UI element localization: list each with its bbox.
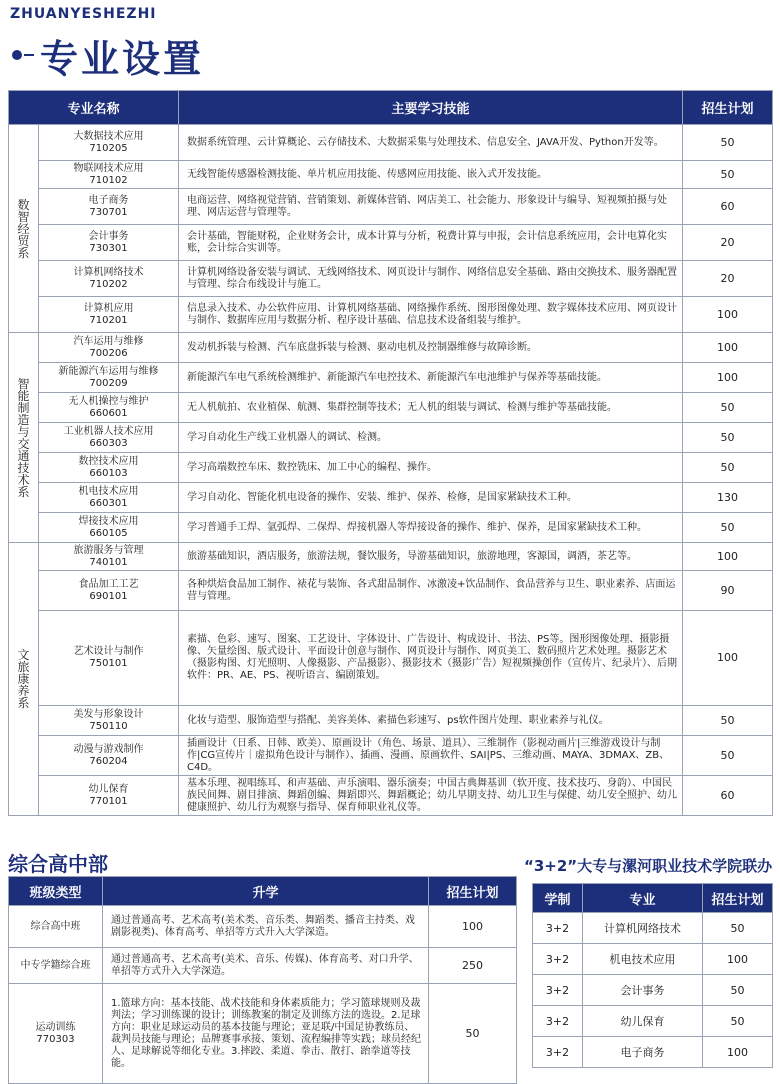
joint-major: 幼儿保育 — [583, 1006, 703, 1037]
advancement-desc: 通过普通高考、艺术高考(美术、音乐、传媒)、体育高考、对口升学、单招等方式升入大学深造。 — [103, 948, 429, 984]
major-skills: 化妆与造型、服饰造型与搭配、美容美体、素描色彩速写、ps软件图片处理、职业素养与礼仪。 — [179, 706, 683, 736]
joint-program-header — [533, 884, 773, 913]
major-code: 690101 — [89, 590, 128, 602]
major-plan: 100 — [683, 363, 773, 393]
joint-system: 3+2 — [533, 975, 583, 1006]
major-skills: 学习自动化生产线工业机器人的调试、检测。 — [179, 423, 683, 453]
major-cell — [39, 706, 179, 736]
major-cell — [39, 333, 179, 363]
table-row — [533, 975, 773, 1006]
table-row — [9, 513, 773, 543]
table-row — [9, 948, 517, 984]
major-skills: 学习高端数控车床、数控铣床、加工中心的编程、操作。 — [179, 453, 683, 483]
table-row — [9, 483, 773, 513]
major-cell — [39, 543, 179, 571]
major-skills: 学习普通手工焊、氩弧焊、二保焊、焊接机器人等焊接设备的操作、维护、保养，是国家紧缺技术工种。 — [179, 513, 683, 543]
major-plan: 20 — [683, 225, 773, 261]
major-code: 760204 — [89, 755, 128, 767]
major-plan: 100 — [683, 543, 773, 571]
header-class-type: 班级类型 — [9, 877, 103, 906]
table-row — [9, 333, 773, 363]
major-name: 新能源汽车运用与维修 — [58, 365, 159, 377]
table-row — [9, 423, 773, 453]
joint-program-title: “3+2”大专与漯河职业技术学院联办 — [524, 857, 773, 875]
major-name: 食品加工工艺 — [78, 578, 139, 590]
class-plan: 100 — [429, 906, 517, 948]
table-row — [9, 906, 517, 948]
major-skills: 无人机航拍、农业植保、航测、集群控制等技术；无人机的组装与调试、检测与维护等基础技能。 — [179, 393, 683, 423]
joint-plan: 50 — [703, 1006, 773, 1037]
major-code: 710201 — [89, 314, 128, 326]
major-code: 710205 — [89, 142, 128, 154]
header-major: 专业名称 — [9, 91, 179, 125]
header-joint-plan: 招生计划 — [703, 884, 773, 913]
major-name: 无人机操控与维护 — [68, 395, 149, 407]
department-name — [9, 333, 39, 543]
major-code: 730301 — [89, 242, 128, 254]
class-type-cell — [9, 984, 103, 1084]
major-cell — [39, 189, 179, 225]
department-name — [9, 125, 39, 333]
header-system: 学制 — [533, 884, 583, 913]
major-name: 数控技术应用 — [78, 455, 139, 467]
major-cell — [39, 261, 179, 297]
joint-plan: 100 — [703, 944, 773, 975]
class-type-cell — [9, 906, 103, 948]
major-plan: 130 — [683, 483, 773, 513]
joint-major: 计算机网络技术 — [583, 913, 703, 944]
table-row — [9, 453, 773, 483]
major-name: 大数据技术应用 — [73, 130, 144, 142]
major-cell — [39, 571, 179, 611]
major-name: 幼儿保育 — [88, 783, 129, 795]
major-skills: 各种烘焙食品加工制作、裱花与装饰、各式甜品制作、冰激凌+饮品制作、食品营养与卫生、职业素养、店面运营与管理。 — [179, 571, 683, 611]
header-hs-plan: 招生计划 — [429, 877, 517, 906]
table-row — [9, 189, 773, 225]
major-plan: 100 — [683, 297, 773, 333]
table-row — [9, 571, 773, 611]
major-plan: 50 — [683, 453, 773, 483]
major-name: 电子商务 — [88, 194, 129, 206]
class-type: 运动训练 — [35, 1021, 76, 1033]
major-plan: 100 — [683, 333, 773, 363]
major-skills: 信息录入技术、办公软件应用、计算机网络基础、网络操作系统、图形图像处理、数字媒体技术应用、网页设计与制作、数据库应用与数据分析、程序设计基础、信息技术设备组装与维护。 — [179, 297, 683, 333]
major-name: 焊接技术应用 — [78, 515, 139, 527]
major-code: 700209 — [89, 377, 128, 389]
major-code: 660105 — [89, 527, 128, 539]
major-name: 美发与形象设计 — [73, 708, 144, 720]
table-row — [9, 984, 517, 1084]
major-skills: 电商运营、网络视觉营销、营销策划、新媒体营销、网店美工、社会能力、形象设计与编导、短视频拍摄与处理、网店运营与管理等。 — [179, 189, 683, 225]
major-skills: 素描、色彩、速写、图案、工艺设计、字体设计、广告设计、构成设计、书法、PS等。图形图像处理、摄影摄像、矢量绘图、版式设计、平面设计创意与制作、网页设计与制作、网页美工、数码照片艺术处理。摄影艺术（摄影构图、灯光照明、人像摄影、产品摄影）、摄影技术（摄影广告）短视频操创作（宣传片、纪录片）、后期软件：PR、AE、PS、视听语言、编剧策划。 — [179, 611, 683, 706]
major-plan: 100 — [683, 611, 773, 706]
header-plan: 招生计划 — [683, 91, 773, 125]
table-row — [9, 297, 773, 333]
major-code: 750101 — [89, 658, 128, 669]
class-plan: 250 — [429, 948, 517, 984]
major-cell — [39, 297, 179, 333]
major-name: 计算机网络技术 — [73, 266, 144, 278]
class-type: 综合高中班 — [30, 920, 81, 932]
table-row — [533, 1006, 773, 1037]
major-name: 艺术设计与制作 — [73, 646, 144, 657]
major-name: 物联网技术应用 — [73, 162, 144, 174]
major-name: 会计事务 — [88, 230, 129, 242]
table-row — [9, 393, 773, 423]
joint-system: 3+2 — [533, 1037, 583, 1068]
major-plan: 50 — [683, 706, 773, 736]
table-row — [9, 363, 773, 393]
table-row — [9, 261, 773, 297]
table-row — [9, 225, 773, 261]
major-code: 740101 — [89, 556, 128, 568]
major-plan: 50 — [683, 393, 773, 423]
high-school-title: 综合高中部 — [8, 852, 108, 876]
major-plan: 50 — [683, 161, 773, 189]
major-code: 660103 — [89, 467, 128, 479]
joint-major: 机电技术应用 — [583, 944, 703, 975]
major-cell — [39, 453, 179, 483]
table-row — [9, 125, 773, 161]
joint-system: 3+2 — [533, 1006, 583, 1037]
major-code: 700206 — [89, 347, 128, 359]
major-skills: 基本乐理、视唱练耳、和声基础、声乐演唱、器乐演奏；中国古典舞基训（软开度、技术技巧、身韵）、中国民族民间舞、剧目排演、舞蹈创编、舞蹈即兴、舞蹈概论；幼儿早期支持、幼儿卫生与保健、幼儿安全照护、幼儿健康照护、幼儿行为观察与指导、保育师职业礼仪等。 — [179, 776, 683, 816]
joint-program-table — [532, 883, 773, 1068]
joint-system: 3+2 — [533, 913, 583, 944]
major-name: 动漫与游戏制作 — [73, 743, 144, 755]
major-cell — [39, 363, 179, 393]
table-row — [9, 736, 773, 776]
high-school-header — [9, 877, 517, 906]
page-header — [0, 0, 780, 86]
joint-plan: 50 — [703, 975, 773, 1006]
major-skills: 计算机网络设备安装与调试、无线网络技术、网页设计与制作、网络信息安全基础、路由交换技术、服务器配置与管理、综合布线设计与施工。 — [179, 261, 683, 297]
major-code: 660601 — [89, 407, 128, 419]
joint-system: 3+2 — [533, 944, 583, 975]
table-row — [533, 1037, 773, 1068]
major-skills: 插画设计（日系、日韩、欧美）、原画设计（角色、场景、道具）、三维制作（影视动画片|三维游戏设计与制作|CG宣传片｜虚拟角色设计与制作）、插画、漫画、原画软件、SAI|PS、三维动画、MAYA、3DMAX、ZB、C4D。 — [179, 736, 683, 776]
major-name: 机电技术应用 — [78, 485, 139, 497]
page-title: 专业设置 — [40, 37, 205, 81]
class-plan: 50 — [429, 984, 517, 1084]
page-subtitle: ZHUANYESHEZHI — [10, 6, 157, 22]
major-skills: 会计基础，智能财税，企业财务会计，成本计算与分析，税费计算与申报，会计信息系统应用，会计电算化实账，会计综合实训等。 — [179, 225, 683, 261]
major-skills: 发动机拆装与检测、汽车底盘拆装与检测、驱动电机及控制器维修与故障诊断。 — [179, 333, 683, 363]
header-skills: 主要学习技能 — [179, 91, 683, 125]
major-skills: 新能源汽车电气系统检测维护、新能源汽车电控技术、新能源汽车电池维护与保养等基础技能。 — [179, 363, 683, 393]
major-skills: 数据系统管理、云计算概论、云存储技术、大数据采集与处理技术、信息安全、JAVA开发、Python开发等。 — [179, 125, 683, 161]
major-cell — [39, 611, 179, 706]
major-cell — [39, 161, 179, 189]
major-code: 770101 — [89, 795, 128, 807]
major-plan: 60 — [683, 189, 773, 225]
joint-major: 电子商务 — [583, 1037, 703, 1068]
major-plan: 50 — [683, 423, 773, 453]
high-school-table — [8, 876, 517, 1084]
department-label: 智能制造与交通技术系 — [17, 376, 30, 499]
class-type-cell — [9, 948, 103, 984]
table-row — [9, 543, 773, 571]
major-code: 730701 — [89, 206, 128, 218]
major-plan: 90 — [683, 571, 773, 611]
major-plan: 50 — [683, 736, 773, 776]
title-bullet-line — [24, 54, 34, 56]
major-plan: 50 — [683, 125, 773, 161]
major-skills: 学习自动化、智能化机电设备的操作、安装、维护、保养、检修，是国家紧缺技术工种。 — [179, 483, 683, 513]
table-row — [9, 161, 773, 189]
major-cell — [39, 483, 179, 513]
major-cell — [39, 776, 179, 816]
major-plan: 20 — [683, 261, 773, 297]
table-row — [533, 944, 773, 975]
title-bullet-icon — [12, 50, 22, 60]
major-cell — [39, 393, 179, 423]
major-cell — [39, 513, 179, 543]
major-code: 660303 — [89, 437, 128, 449]
major-skills: 旅游基础知识，酒店服务，旅游法规，餐饮服务，导游基础知识，旅游地理，客源国，调酒，茶艺等。 — [179, 543, 683, 571]
class-code: 770303 — [36, 1033, 75, 1045]
major-cell — [39, 225, 179, 261]
header-advancement: 升学 — [103, 877, 429, 906]
majors-table-header — [9, 91, 773, 125]
major-name: 计算机应用 — [83, 302, 134, 314]
advancement-desc: 1.篮球方向：基本技能、战术技能和身体素质能力；学习篮球规则及裁判法；学习训练课的设计；训练教案的制定及训练方法的选设。2.足球方向：职业足球运动员的基本技能与理论；亚足联/中国足协教练员、裁判员技能与理论；品牌赛事承接、策划、流程编排等实践；球员经纪人、足球解说等细化专业。3.摔跤、柔道、拳击、散打、跆拳道等技能。 — [103, 984, 429, 1084]
major-code: 750110 — [89, 720, 128, 732]
joint-plan: 50 — [703, 913, 773, 944]
major-cell — [39, 736, 179, 776]
major-code: 710102 — [89, 174, 128, 186]
table-row — [9, 776, 773, 816]
department-label: 数智经贸系 — [17, 197, 30, 260]
major-cell — [39, 423, 179, 453]
class-type: 中专学籍综合班 — [20, 959, 91, 971]
joint-plan: 100 — [703, 1037, 773, 1068]
major-code: 660301 — [89, 497, 128, 509]
table-row — [533, 913, 773, 944]
major-plan: 50 — [683, 513, 773, 543]
header-joint-major: 专业 — [583, 884, 703, 913]
table-row — [9, 706, 773, 736]
major-name: 工业机器人技术应用 — [63, 425, 154, 437]
advancement-desc: 通过普通高考、艺术高考(美术类、音乐类、舞蹈类、播音主持类、戏剧影视类)、体育高考、单招等方式升入大学深造。 — [103, 906, 429, 948]
major-cell — [39, 125, 179, 161]
major-plan: 60 — [683, 776, 773, 816]
department-label: 文旅康养系 — [17, 648, 30, 710]
major-name: 旅游服务与管理 — [73, 544, 144, 556]
department-name — [9, 543, 39, 816]
major-skills: 无线智能传感器检测技能、单片机应用技能、传感网应用技能、嵌入式开发技能。 — [179, 161, 683, 189]
major-name: 汽车运用与维修 — [73, 335, 144, 347]
major-code: 710202 — [89, 278, 128, 290]
majors-table — [8, 90, 773, 816]
joint-major: 会计事务 — [583, 975, 703, 1006]
table-row — [9, 611, 773, 706]
